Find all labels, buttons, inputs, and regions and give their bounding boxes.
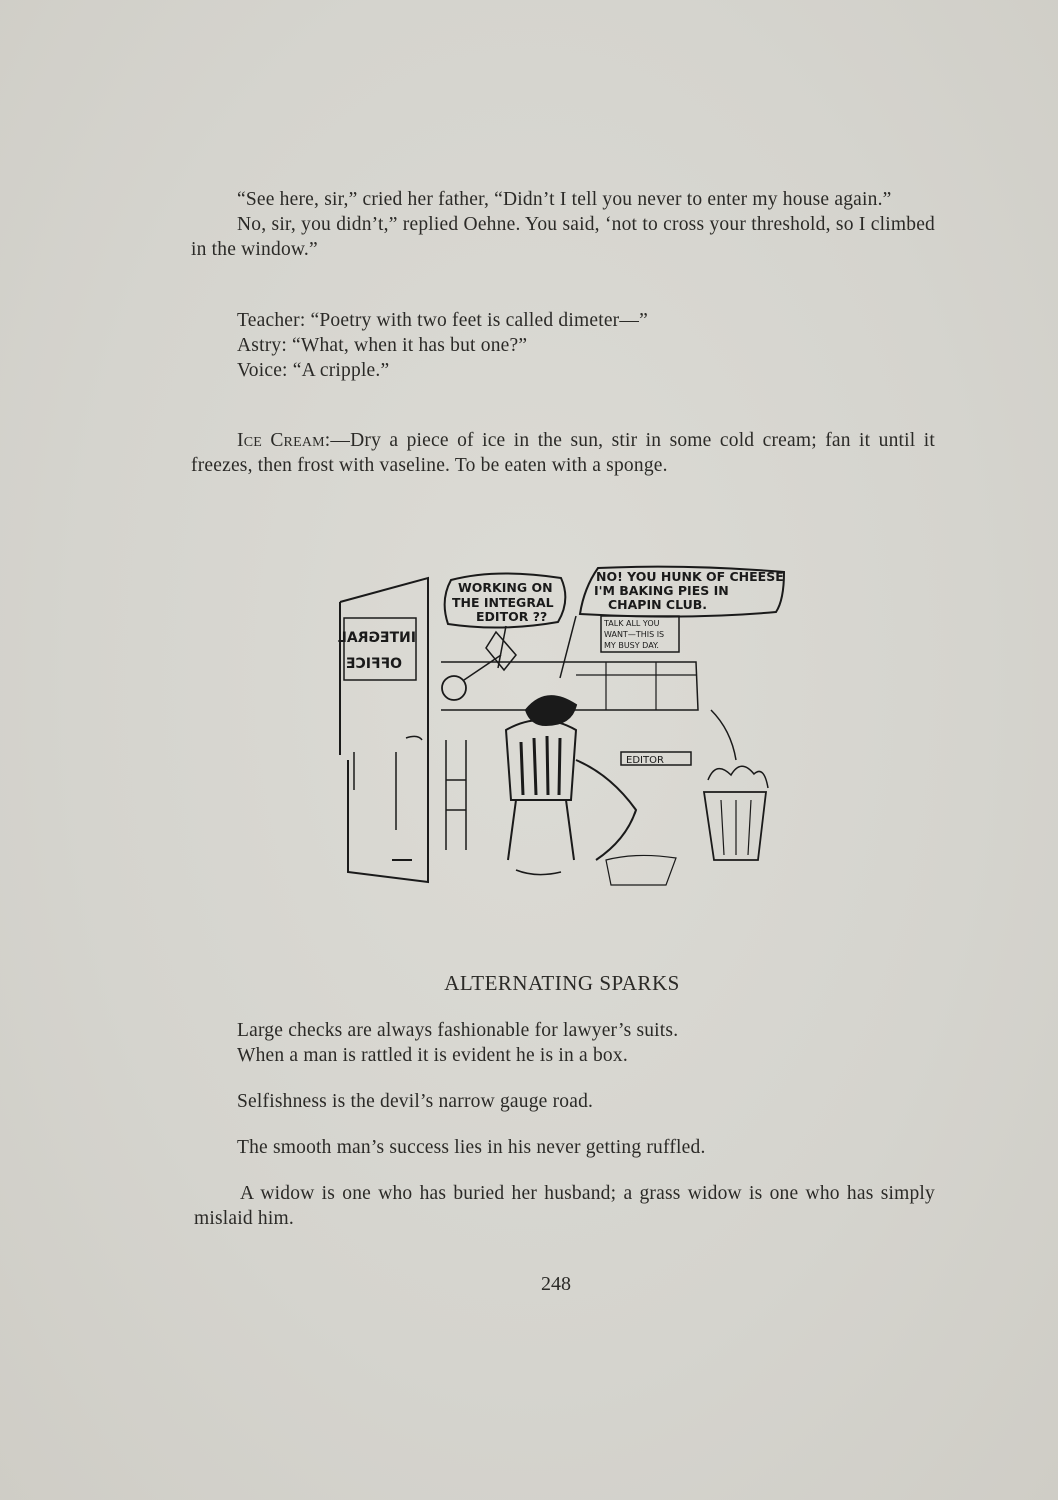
bubble-right-line-1: NO! YOU HUNK OF CHEESE (596, 569, 784, 584)
cartoon-illustration (336, 560, 786, 896)
joke-oehne-reply: No, sir, you didn’t,” replied Oehne. You said, ‘not to cross your threshold, so I climbed in the window.” (191, 214, 935, 260)
busy-sign-line-1: TALK ALL YOU (604, 619, 660, 628)
door-sign-line-2: OFFICE (345, 656, 402, 672)
spark-item-1: Large checks are always fashionable for lawyer’s suits. (237, 1020, 679, 1041)
ice-cream-recipe (191, 428, 935, 478)
recipe-label: Ice Cream: (237, 430, 331, 451)
door-sign-line-1: INTEGRAL (337, 630, 416, 646)
busy-sign-line-2: WANT—THIS IS (604, 630, 665, 639)
bubble-right-line-2: I'M BAKING PIES IN (594, 583, 729, 598)
editor-desk-sign: EDITOR (626, 755, 664, 766)
page-number: 248 (541, 1273, 571, 1295)
spark-item-5: A widow is one who has buried her husband; a grass widow is one who has simply mislaid him. (194, 1183, 935, 1229)
spark-item-3: Selfishness is the devil’s narrow gauge road. (237, 1091, 594, 1112)
joke-voice-line: Voice: “A cripple.” (237, 360, 390, 381)
spark-item-4: The smooth man’s success lies in his never getting ruffled. (237, 1137, 706, 1158)
section-title: ALTERNATING SPARKS (444, 971, 680, 995)
editor-cartoon (336, 560, 786, 896)
joke-astry-line: Astry: “What, when it has but one?” (237, 335, 528, 356)
bubble-left-line-2: THE INTEGRAL (452, 595, 554, 610)
joke-father-line: “See here, sir,” cried her father, “Didn’t I tell you never to enter my house again.” (237, 189, 892, 210)
spark-item-2: When a man is rattled it is evident he is in a box. (237, 1045, 628, 1066)
bubble-left-line-1: WORKING ON (458, 580, 553, 595)
bubble-right-line-3: CHAPIN CLUB. (608, 597, 708, 612)
busy-sign-line-3: MY BUSY DAY. (604, 641, 659, 650)
door-outline (337, 578, 428, 882)
recipe-text: —Dry a piece of ice in the sun, stir in some cold cream; fan it until it freezes, then frost with vaseline. To be eaten with a sponge. (191, 430, 935, 476)
joke-teacher-line: Teacher: “Poetry with two feet is called dimeter—” (237, 310, 648, 331)
bubble-left-line-3: EDITOR ?? (476, 609, 548, 624)
